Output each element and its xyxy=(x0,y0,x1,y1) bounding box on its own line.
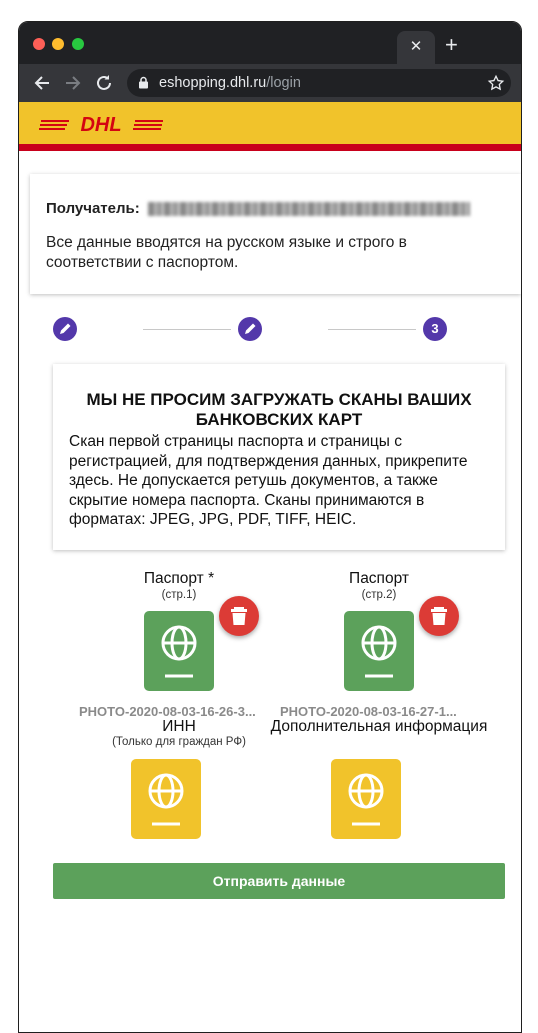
uploaded-filename: PHOTO-2020-08-03-16-27-1... xyxy=(280,704,457,719)
recipient-name-redacted xyxy=(148,202,470,216)
trash-icon xyxy=(419,596,459,636)
uploaded-filename: PHOTO-2020-08-03-16-26-3... xyxy=(79,704,256,719)
lock-icon xyxy=(138,76,149,89)
recipient-note: Все данные вводятся на русском языке и строго в соответствии с паспортом. xyxy=(46,234,407,271)
passport-upload-1[interactable] xyxy=(144,611,214,691)
additional-info-upload[interactable] xyxy=(331,759,401,839)
browser-tab[interactable] xyxy=(397,31,435,64)
doc-label: Паспорт xyxy=(349,570,409,587)
passport-icon xyxy=(144,611,214,691)
url-path: /login xyxy=(266,75,301,91)
doc-label: Паспорт * xyxy=(143,570,215,587)
step-2-done[interactable] xyxy=(238,317,262,341)
forward-arrow-icon[interactable] xyxy=(62,72,84,94)
address-bar[interactable] xyxy=(127,69,511,97)
doc-label: ИНН xyxy=(162,718,196,735)
passport-icon xyxy=(344,611,414,691)
info-card xyxy=(53,364,505,550)
dhl-logo[interactable] xyxy=(39,115,165,132)
url-text[interactable] xyxy=(159,75,301,91)
doc-sub: (Только для граждан РФ) xyxy=(112,736,246,748)
url-host: eshopping.dhl.ru xyxy=(159,75,267,91)
recipient-label: Получатель: xyxy=(46,200,140,217)
doc-label: Дополнительная информация xyxy=(270,718,488,735)
reload-icon[interactable] xyxy=(93,72,115,94)
info-text: Скан первой страницы паспорта и страницы с регистрацией, для подтверждения данных, прикрепите здесь. Не допускается ретушь документов, а также скрытие номера паспорта. Сканы принимаются в форматах: JPEG, JPG, PDF, TIFF, HEIC. xyxy=(69,433,468,528)
bookmark-star-icon[interactable] xyxy=(487,74,505,92)
tab-strip xyxy=(19,22,521,64)
doc-sub: (стр.2) xyxy=(361,589,397,601)
dhl-header xyxy=(19,102,521,144)
submit-button[interactable]: Отправить данные xyxy=(53,863,505,899)
delete-button[interactable] xyxy=(219,596,259,636)
browser-window xyxy=(18,21,522,1033)
step-connector xyxy=(143,329,231,330)
doc-sub: (стр.1) xyxy=(161,589,197,601)
stepper xyxy=(19,315,521,345)
step-1-done[interactable] xyxy=(53,317,77,341)
step-connector xyxy=(328,329,416,330)
window-close-dot[interactable] xyxy=(33,38,45,50)
passport-icon xyxy=(331,759,401,839)
info-title: МЫ НЕ ПРОСИМ ЗАГРУЖАТЬ СКАНЫ ВАШИХ БАНКОВСКИХ КАРТ xyxy=(86,390,472,429)
tab-close-icon[interactable]: ✕ xyxy=(409,38,423,55)
passport-icon xyxy=(131,759,201,839)
inn-upload[interactable] xyxy=(131,759,201,839)
window-minimize-dot[interactable] xyxy=(52,38,64,50)
pencil-icon xyxy=(53,317,77,341)
new-tab-icon[interactable]: + xyxy=(445,32,458,57)
window-zoom-dot[interactable] xyxy=(72,38,84,50)
recipient-card xyxy=(30,174,521,294)
dhl-logo-text: DHL xyxy=(80,115,122,132)
delete-button[interactable] xyxy=(419,596,459,636)
dhl-red-stripe xyxy=(19,144,521,151)
back-arrow-icon[interactable] xyxy=(31,72,53,94)
passport-upload-2[interactable] xyxy=(344,611,414,691)
pencil-icon xyxy=(238,317,262,341)
trash-icon xyxy=(219,596,259,636)
browser-toolbar xyxy=(19,64,521,102)
step-3-active[interactable]: 3 xyxy=(423,317,447,341)
